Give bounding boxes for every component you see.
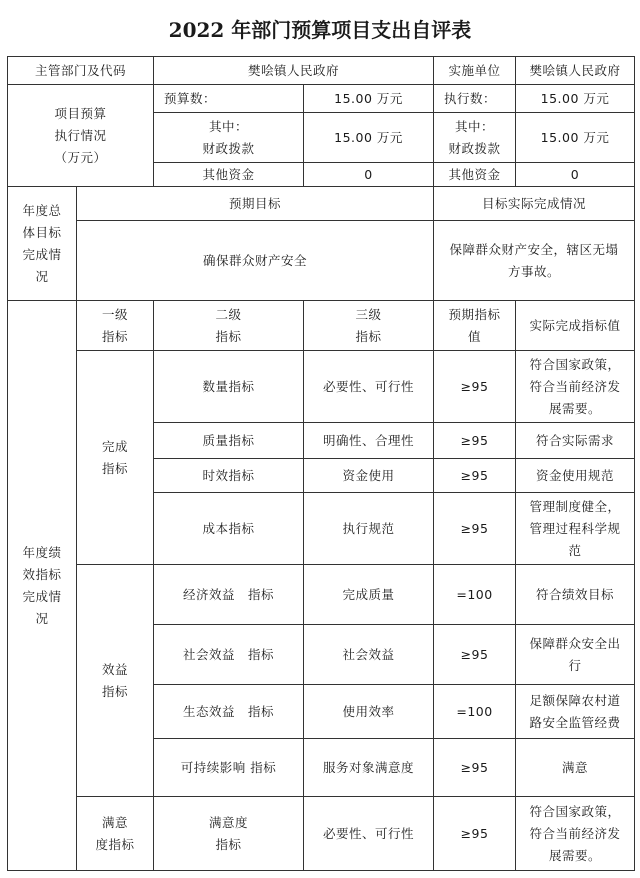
level1-header: 一级 指标 (77, 301, 154, 351)
level2-cell: 成本指标 (154, 493, 304, 565)
actual-cell: 符合国家政策， 符合当前经济发 展需要。 (516, 351, 635, 423)
other-funds-label: 其他资金 (154, 163, 304, 187)
level3-cell: 服务对象满意度 (304, 739, 434, 797)
level3-cell: 必要性、可行性 (304, 797, 434, 871)
level2-cell: 生态效益 指标 (154, 685, 304, 739)
fiscal-exec-label: 其中： 财政拨款 (434, 113, 516, 163)
actual-value-header: 实际完成指标值 (516, 301, 635, 351)
level3-cell: 资金使用 (304, 459, 434, 493)
budget-row (8, 85, 635, 113)
performance-section-label: 年度绩 效指标 完成情 况 (8, 301, 77, 871)
level2-cell: 时效指标 (154, 459, 304, 493)
actual-goals-text: 保障群众财产安全，辖区无塌 方事故。 (434, 221, 635, 301)
actual-cell: 符合绩效目标 (516, 565, 635, 625)
exec-num-label: 执行数： (434, 85, 516, 113)
budget-num-label: 预算数： (154, 85, 304, 113)
level3-cell: 社会效益 (304, 625, 434, 685)
table-row (8, 797, 635, 871)
expected-cell: ≥95 (434, 423, 516, 459)
expected-cell: =100 (434, 565, 516, 625)
level2-cell: 社会效益 指标 (154, 625, 304, 685)
level2-cell: 数量指标 (154, 351, 304, 423)
expected-cell: ≥95 (434, 351, 516, 423)
level3-cell: 使用效率 (304, 685, 434, 739)
table-row (8, 565, 635, 625)
expected-goals-header: 预期目标 (77, 187, 434, 221)
expected-cell: ≥95 (434, 493, 516, 565)
expected-cell: ≥95 (434, 459, 516, 493)
level2-cell: 经济效益 指标 (154, 565, 304, 625)
benefit-indicator-label: 效益 指标 (77, 565, 154, 797)
actual-cell: 符合国家政策， 符合当前经济发 展需要。 (516, 797, 635, 871)
impl-value: 樊哙镇人民政府 (516, 57, 635, 85)
level3-cell: 完成质量 (304, 565, 434, 625)
budget-exec-label: 项目预算 执行情况 （万元） (8, 85, 154, 187)
dept-value: 樊哙镇人民政府 (154, 57, 434, 85)
expected-cell: =100 (434, 685, 516, 739)
goals-content-row (8, 221, 635, 301)
expected-cell: ≥95 (434, 797, 516, 871)
level2-cell: 可持续影响 指标 (154, 739, 304, 797)
level3-header: 三级 指标 (304, 301, 434, 351)
expected-value-header: 预期指标 值 (434, 301, 516, 351)
actual-cell: 管理制度健全， 管理过程科学规 范 (516, 493, 635, 565)
goals-header-row (8, 187, 635, 221)
level2-cell: 质量指标 (154, 423, 304, 459)
budget-num-value: 15.00 万元 (304, 85, 434, 113)
actual-goals-header: 目标实际完成情况 (434, 187, 635, 221)
expected-goals-text: 确保群众财产安全 (77, 221, 434, 301)
indicator-header-row (8, 301, 635, 351)
actual-cell: 保障群众安全出 行 (516, 625, 635, 685)
dept-row (8, 57, 635, 85)
impl-label: 实施单位 (434, 57, 516, 85)
fiscal-budget-value: 15.00 万元 (304, 113, 434, 163)
fiscal-exec-value: 15.00 万元 (516, 113, 635, 163)
level3-cell: 明确性、合理性 (304, 423, 434, 459)
fiscal-budget-label: 其中： 财政拨款 (154, 113, 304, 163)
level3-cell: 必要性、可行性 (304, 351, 434, 423)
level2-cell: 满意度 指标 (154, 797, 304, 871)
satisfaction-indicator-label: 满意 度指标 (77, 797, 154, 871)
expected-cell: ≥95 (434, 625, 516, 685)
exec-num-value: 15.00 万元 (516, 85, 635, 113)
actual-cell: 符合实际需求 (516, 423, 635, 459)
exec-other-funds-value: 0 (516, 163, 635, 187)
table-row (8, 351, 635, 423)
evaluation-table (7, 56, 635, 871)
other-funds-value: 0 (304, 163, 434, 187)
page-title: 2022 年部门预算项目支出自评表 (168, 18, 472, 42)
actual-cell: 足额保障农村道 路安全监管经费 (516, 685, 635, 739)
annual-goals-label: 年度总 体目标 完成情 况 (8, 187, 77, 301)
expected-cell: ≥95 (434, 739, 516, 797)
level3-cell: 执行规范 (304, 493, 434, 565)
exec-other-funds-label: 其他资金 (434, 163, 516, 187)
completion-indicator-label: 完成 指标 (77, 351, 154, 565)
actual-cell: 满意 (516, 739, 635, 797)
actual-cell: 资金使用规范 (516, 459, 635, 493)
level2-header: 二级 指标 (154, 301, 304, 351)
dept-label: 主管部门及代码 (8, 57, 154, 85)
